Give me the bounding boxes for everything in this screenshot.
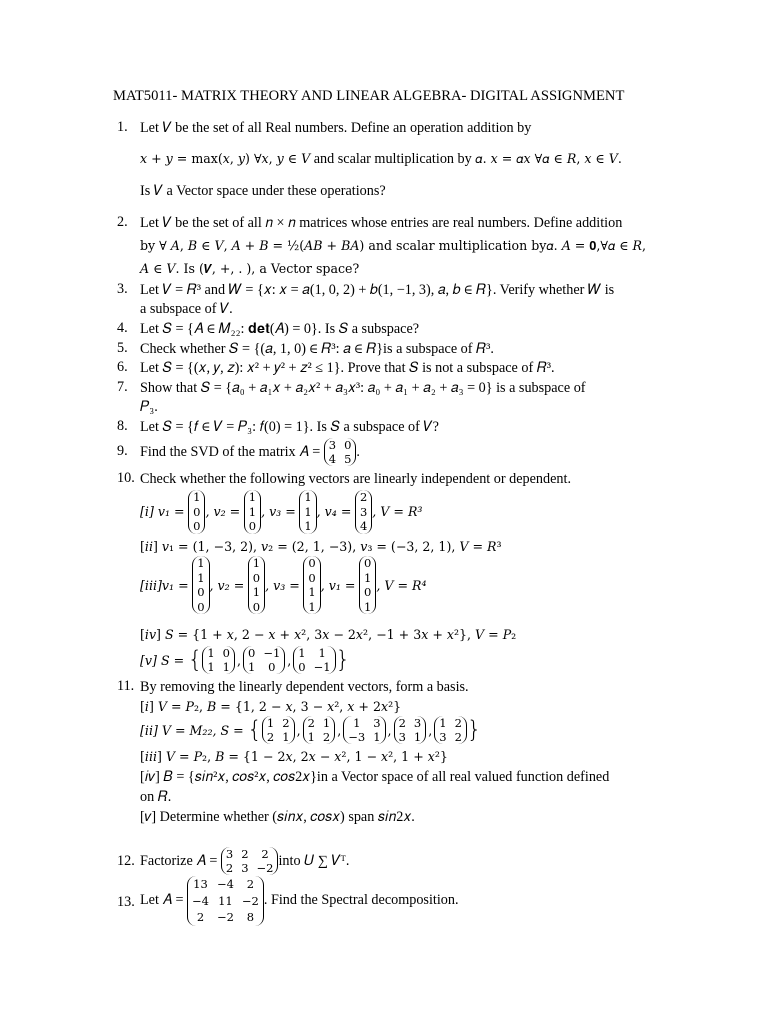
q10-ii: [𝑖𝑖] 𝑣₁ = (1, −3, 2), 𝑣₂ = (2, 1, −3), 𝑣₃ = (−3, 2, 1), 𝑉 = 𝑅³	[140, 539, 502, 554]
q2-line-3: 𝐴 ∈ 𝑉. Is (𝑽, +, . ), a Vector space?	[140, 261, 360, 276]
q11-iv-line-2: on 𝑅.	[140, 789, 172, 805]
matrix-cell: −2	[241, 893, 259, 908]
matrix-cell: 2	[307, 716, 315, 730]
vector-entry: 0	[193, 519, 201, 534]
vector-entry: 1	[304, 504, 312, 519]
q11-ii-line	[140, 716, 482, 744]
matrix-cell: −1	[263, 646, 281, 660]
matrix-cell: 0	[298, 660, 306, 674]
left-brace: {	[187, 646, 203, 673]
q11-ii-m5	[434, 716, 467, 744]
q10-number: 10.	[117, 470, 135, 486]
comma: ,	[287, 652, 292, 668]
q4-number: 4.	[117, 320, 128, 336]
q10-v-m1	[202, 646, 235, 674]
vector-entry: 1	[308, 599, 316, 614]
q5-number: 5.	[117, 340, 128, 356]
vector-entry: 0	[248, 519, 257, 534]
q9-text: Find the SVD of the matrix 𝐴 =	[140, 443, 321, 460]
q10-i-label: [𝑖] 𝑣₁ =	[140, 504, 185, 520]
q1-scalar-def: 𝛼. 𝑥 = 𝛼𝑥 ∀𝛼 ∈ 𝑅, 𝑥 ∈ 𝑉.	[475, 151, 622, 166]
matrix-cell: 2	[398, 716, 406, 730]
matrix-cell: 1	[439, 716, 447, 730]
q10-iii-v2	[248, 556, 265, 614]
q10-iii-v1	[192, 556, 209, 614]
vector-entry: 0	[197, 599, 205, 614]
q7-line-2: 𝑃₃.	[140, 399, 158, 415]
matrix-cell: 2	[322, 730, 331, 744]
comma: ,	[387, 722, 392, 738]
matrix-cell: 2	[196, 910, 205, 924]
q3-number: 3.	[117, 281, 128, 297]
matrix-cell: 1	[222, 660, 230, 674]
matrix-cell: 1	[307, 730, 315, 744]
comma: ,	[236, 652, 241, 668]
left-brace: {	[247, 716, 262, 743]
matrix-cell: 2	[454, 730, 462, 744]
q13-line	[140, 876, 459, 926]
matrix-cell: 2	[225, 861, 234, 875]
q10-iii-sep-3: , 𝑣₃ =	[265, 577, 300, 593]
q10-i-line	[140, 490, 422, 534]
q10-i-sep-2: , 𝑣₂ =	[205, 504, 241, 520]
q10-iii-label: [𝑖𝑖𝑖]𝑣₁ =	[140, 577, 189, 593]
vector-entry: 1	[193, 490, 201, 504]
matrix-cell: 1	[298, 646, 306, 660]
matrix-cell: 1	[282, 730, 290, 744]
q10-text: Check whether the following vectors are linearly independent or dependent.	[140, 471, 571, 487]
q10-iii-space: , 𝑉 = 𝑅⁴	[376, 577, 427, 593]
q2-line-1: Let 𝑉 be the set of all 𝑛 × 𝑛 matrices whose entries are real numbers. Define addition	[140, 215, 623, 231]
q13-number: 13.	[117, 894, 135, 910]
matrix-cell: 2	[282, 716, 290, 730]
page-title: MAT5011- MATRIX THEORY AND LINEAR ALGEBRA- DIGITAL ASSIGNMENT	[113, 88, 625, 104]
vector-entry: 1	[308, 585, 316, 600]
matrix-cell: 2	[261, 847, 269, 861]
vector-entry: 1	[364, 599, 372, 614]
q10-i-v3	[299, 490, 316, 534]
q9-line	[140, 438, 360, 466]
comma: ,	[428, 722, 433, 738]
matrix-cell: 3	[413, 716, 422, 730]
right-brace: }	[335, 646, 351, 673]
matrix-cell: 2	[266, 730, 275, 744]
vector-entry: 1	[197, 556, 205, 570]
vector-entry: 1	[248, 504, 257, 519]
q10-v-line	[140, 646, 350, 674]
matrix-cell: −2	[216, 910, 234, 924]
vector-entry: 0	[308, 570, 316, 585]
matrix-cell: 3	[439, 730, 447, 744]
q8-text: Let 𝑆 = {𝑓 ∈ 𝑉 = 𝑃₃: 𝑓(0) = 1}. Is 𝑆 a subspace of 𝑉?	[140, 419, 439, 435]
q9-period: .	[356, 443, 360, 460]
vector-entry: 1	[252, 556, 261, 570]
q4-text: Let 𝑆 = {𝐴 ∈ 𝑀₂₂: 𝐝𝐞𝐭(𝐴) = 0}. Is 𝑆 a subspace?	[140, 321, 420, 337]
matrix-cell: 8	[246, 910, 255, 924]
q1-line-1: Let 𝑉 be the set of all Real numbers. Define an operation addition by	[140, 120, 532, 136]
q6-text: Let 𝑆 = {(𝑥, 𝑦, 𝑧): 𝑥² + 𝑦² + 𝑧² ≤ 1}. Prove that 𝑆 is not a subspace of 𝑅³.	[140, 360, 555, 376]
matrix-cell: 3	[373, 716, 381, 730]
matrix-cell: 0	[248, 646, 256, 660]
q12-text: Factorize 𝐴 =	[140, 852, 218, 869]
q10-i-v2	[244, 490, 261, 534]
q2-line-2: by ∀ 𝐴, 𝐵 ∈ 𝑉, 𝐴 + 𝐵 = ½(𝐴𝐵 + 𝐵𝐴) and scalar multiplication by𝛼. 𝐴 = 𝟎,∀𝛼 ∈ 𝑅,	[140, 238, 647, 253]
vector-entry: 4	[359, 519, 368, 534]
matrix-cell: 1	[207, 646, 215, 660]
matrix-cell: 1	[318, 646, 326, 660]
vector-entry: 1	[304, 490, 312, 504]
matrix-cell: 1	[413, 730, 422, 744]
q13-text: Let 𝐴 =	[140, 892, 184, 909]
q10-i-space: , 𝑉 = 𝑅³	[372, 504, 423, 520]
right-brace: }	[466, 716, 482, 743]
matrix-cell: −3	[348, 730, 366, 744]
matrix-cell: 1	[322, 716, 331, 730]
q6-number: 6.	[117, 359, 128, 375]
q10-i-v1	[188, 490, 205, 534]
vector-entry: 0	[364, 556, 372, 570]
matrix-cell: 2	[246, 877, 255, 891]
q11-ii-label: [𝑖𝑖] 𝑉 = 𝑀₂₂, 𝑆 =	[140, 722, 244, 738]
q11-i: [𝑖] 𝑉 = 𝑃₂, 𝐵 = {1, 2 − 𝑥, 3 − 𝑥², 𝑥 + 2𝑥²}	[140, 699, 402, 714]
matrix-cell: 13	[193, 877, 208, 891]
q10-i-v4	[355, 490, 372, 534]
comma: ,	[296, 722, 301, 738]
matrix-cell: 3	[241, 861, 249, 875]
q1-connector: and scalar multiplication by	[310, 151, 476, 167]
q11-iv-line-1: [𝑖𝑣] 𝐵 = {𝑠𝑖𝑛²𝑥, 𝑐𝑜𝑠²𝑥, 𝑐𝑜𝑠2𝑥}in a Vector space of all real valued function defined	[140, 769, 610, 785]
q10-iii-v3	[303, 556, 320, 614]
q11-v: [𝑣] Determine whether (𝑠𝑖𝑛𝑥, 𝑐𝑜𝑠𝑥) span 𝑠𝑖𝑛2𝑥.	[140, 809, 415, 825]
matrix-cell: 3	[328, 438, 337, 452]
vector-entry: 3	[359, 504, 368, 519]
q10-v-m2	[243, 646, 285, 674]
matrix-cell: 1	[248, 660, 256, 674]
matrix-cell: 1	[266, 716, 275, 730]
q11-ii-m4	[394, 716, 427, 744]
matrix-cell: 1	[373, 730, 381, 744]
q10-v-label: [𝑣] 𝑆 =	[140, 652, 185, 668]
vector-entry: 1	[364, 570, 372, 585]
q10-iii-v4	[359, 556, 376, 614]
vector-entry: 1	[304, 519, 312, 534]
vector-entry: 0	[252, 599, 261, 614]
q1-addition-def: 𝑥 + 𝑦 = max(𝑥, 𝑦) ∀𝑥, 𝑦 ∈ 𝑉	[140, 151, 311, 166]
q7-line-1: Show that 𝑆 = {𝑎₀ + 𝑎₁𝑥 + 𝑎₂𝑥² + 𝑎₃𝑥³: 𝑎₀ + 𝑎₁ + 𝑎₂ + 𝑎₃ = 0} is a subspace of	[140, 380, 586, 396]
q11-text: By removing the linearly dependent vectors, form a basis.	[140, 679, 469, 695]
q7-number: 7.	[117, 379, 128, 395]
q1-line-2	[140, 150, 622, 168]
q11-ii-m2	[303, 716, 336, 744]
q11-ii-m3	[343, 716, 385, 744]
vector-entry: 0	[364, 585, 372, 600]
q10-iii-sep-4: , 𝑣₁ =	[320, 577, 356, 593]
q1-line-3: Is 𝑉 a Vector space under these operations?	[140, 183, 386, 199]
matrix-cell: 4	[328, 452, 337, 466]
matrix-cell: 3	[398, 730, 406, 744]
q13-after: . Find the Spectral decomposition.	[263, 892, 459, 909]
vector-entry: 1	[252, 585, 261, 600]
q11-iii: [𝑖𝑖𝑖] 𝑉 = 𝑃₂, 𝐵 = {1 − 2𝑥, 2𝑥 − 𝑥², 1 − 𝑥², 1 + 𝑥²}	[140, 749, 448, 764]
vector-entry: 0	[252, 570, 261, 585]
matrix-cell: −4	[192, 893, 209, 908]
q13-matrix	[187, 876, 264, 926]
comma: ,	[337, 722, 342, 738]
matrix-cell: 2	[241, 847, 249, 861]
q5-text: Check whether 𝑆 = {(𝑎, 1, 0) ∈ 𝑅³: 𝑎 ∈ 𝑅}is a subspace of 𝑅³.	[140, 341, 494, 357]
q11-number: 11.	[117, 678, 135, 694]
q11-ii-m1	[262, 716, 295, 744]
vector-entry: 0	[193, 504, 201, 519]
q9-number: 9.	[117, 443, 128, 459]
matrix-cell: 3	[225, 847, 234, 861]
q3-line-2: a subspace of 𝑉.	[140, 301, 233, 317]
matrix-cell: 0	[222, 646, 230, 660]
q12-matrix	[221, 847, 279, 875]
q12-after: into 𝑈 ∑ 𝑉ᵀ.	[278, 852, 350, 869]
vector-entry: 0	[308, 556, 316, 570]
matrix-cell: −1	[313, 660, 331, 674]
matrix-cell: −2	[256, 861, 274, 875]
q2-number: 2.	[117, 214, 128, 230]
vector-entry: 1	[197, 570, 205, 585]
q10-v-m3	[293, 646, 335, 674]
matrix-cell: 1	[207, 660, 215, 674]
matrix-cell: 0	[344, 438, 352, 452]
vector-entry: 1	[248, 490, 257, 504]
q8-number: 8.	[117, 418, 128, 434]
q12-line	[140, 847, 349, 875]
q10-i-sep-4: , 𝑣₄ =	[316, 504, 352, 520]
q9-matrix	[324, 438, 357, 466]
q12-number: 12.	[117, 853, 135, 869]
q10-iii-sep-2: , 𝑣₂ =	[209, 577, 245, 593]
matrix-cell: 2	[454, 716, 462, 730]
matrix-cell: −4	[216, 877, 234, 891]
vector-entry: 2	[359, 490, 368, 504]
q10-i-sep-3: , 𝑣₃ =	[261, 504, 296, 520]
vector-entry: 0	[197, 585, 205, 600]
q3-line-1: Let 𝑉 = 𝑅³ and 𝑊 = {𝑥: 𝑥 = 𝑎(1, 0, 2) + 𝑏(1, −1, 3), 𝑎, 𝑏 ∈ 𝑅}. Verify whether 𝑊 is	[140, 282, 615, 298]
matrix-cell: 5	[344, 452, 352, 466]
matrix-cell: 11	[218, 893, 233, 908]
q10-iv: [𝑖𝑣] 𝑆 = {1 + 𝑥, 2 − 𝑥 + 𝑥², 3𝑥 − 2𝑥², −1 + 3𝑥 + 𝑥²}, 𝑉 = 𝑃₂	[140, 627, 517, 642]
matrix-cell: 0	[268, 660, 276, 674]
q1-number: 1.	[117, 119, 128, 135]
q10-iii-line	[140, 556, 427, 614]
matrix-cell: 1	[353, 716, 361, 730]
